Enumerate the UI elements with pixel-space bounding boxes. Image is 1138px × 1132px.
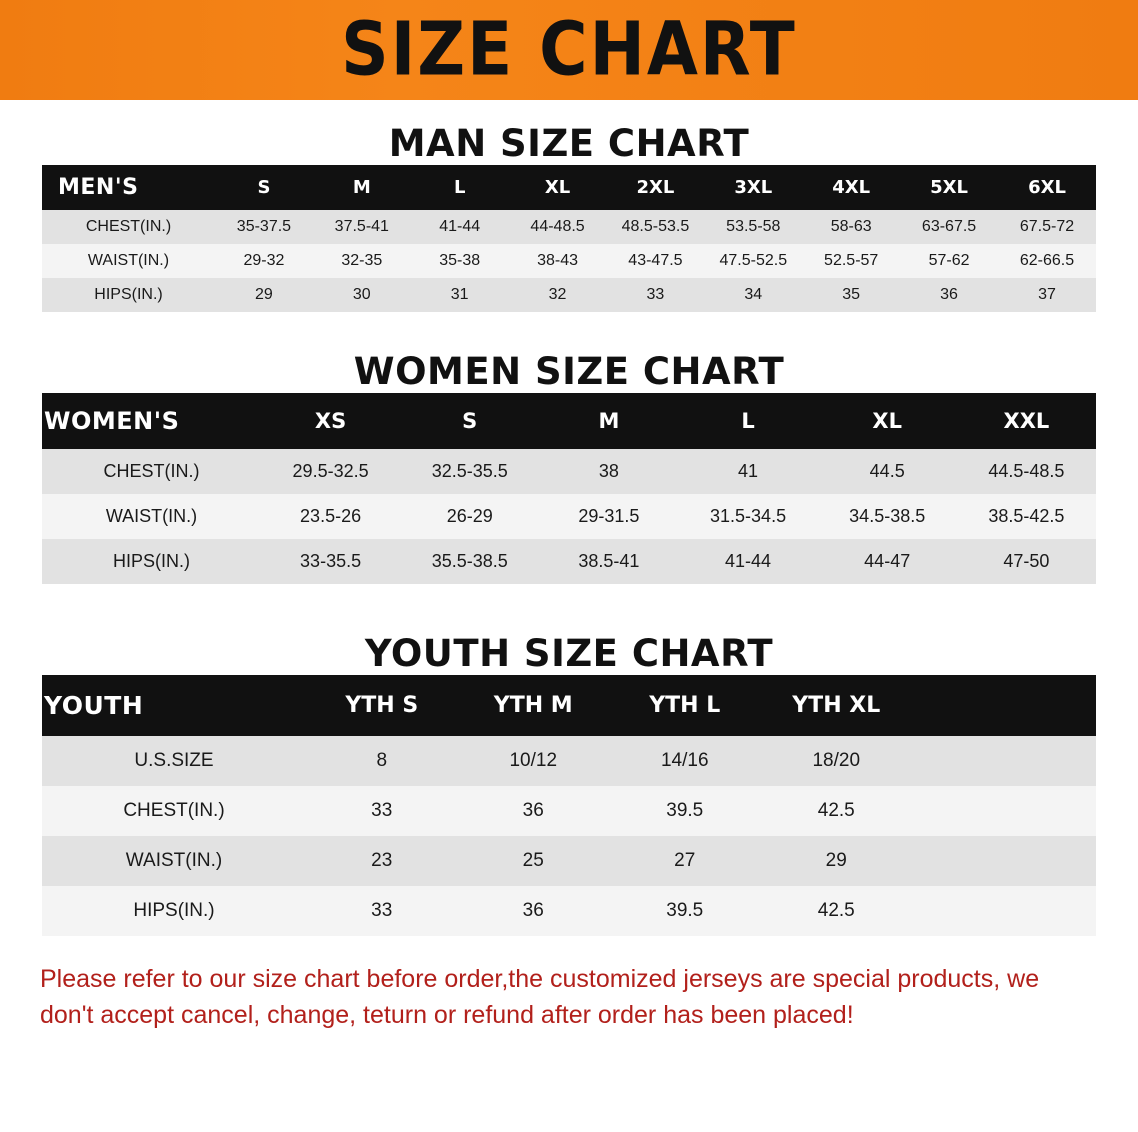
women-r2-c5: 44-47 <box>818 539 957 584</box>
women-r2-c0: HIPS(IN.) <box>42 539 261 584</box>
youth-r1-c1: 33 <box>306 786 458 836</box>
man-r1-c4: 38-43 <box>509 244 607 278</box>
youth-header-cell-2: YTH M <box>458 675 610 736</box>
women-r0-c1: 29.5-32.5 <box>261 449 400 494</box>
man-r1-c5: 43-47.5 <box>607 244 705 278</box>
women-header-cell-4: L <box>678 393 817 449</box>
youth-r1-c0: CHEST(IN.) <box>42 786 306 836</box>
table-row <box>42 210 1096 244</box>
youth-section-title: YOUTH SIZE CHART <box>364 632 774 675</box>
table-row <box>42 278 1096 312</box>
women-size-table <box>42 393 1096 584</box>
man-header-cell-2: M <box>313 165 411 210</box>
man-section-title: MAN SIZE CHART <box>388 122 750 165</box>
youth-r2-spacer <box>912 836 1096 886</box>
man-header-cell-7: 4XL <box>802 165 900 210</box>
youth-header-cell-4: YTH XL <box>761 675 913 736</box>
youth-table-head <box>42 675 1096 736</box>
man-r1-c9: 62-66.5 <box>998 244 1096 278</box>
youth-r0-c0: U.S.SIZE <box>42 736 306 786</box>
man-r1-c1: 29-32 <box>215 244 313 278</box>
youth-r0-c2: 10/12 <box>458 736 610 786</box>
man-header-cell-8: 5XL <box>900 165 998 210</box>
women-r1-c4: 31.5-34.5 <box>678 494 817 539</box>
table-row <box>42 494 1096 539</box>
youth-r3-c2: 36 <box>458 886 610 936</box>
youth-r3-c4: 42.5 <box>761 886 913 936</box>
youth-header-cell-1: YTH S <box>306 675 458 736</box>
youth-table-body <box>42 736 1096 936</box>
women-r1-c2: 26-29 <box>400 494 539 539</box>
youth-r1-c4: 42.5 <box>761 786 913 836</box>
man-r2-c6: 34 <box>704 278 802 312</box>
women-r0-c5: 44.5 <box>818 449 957 494</box>
youth-r3-spacer <box>912 886 1096 936</box>
man-r0-c5: 48.5-53.5 <box>607 210 705 244</box>
man-header-cell-6: 3XL <box>704 165 802 210</box>
table-row <box>42 449 1096 494</box>
man-header-cell-9: 6XL <box>998 165 1096 210</box>
disclaimer-note: Please refer to our size chart before order,the customized jerseys are special products, we don't accept cancel, change, teturn or refund after order has been placed! <box>40 965 1040 1029</box>
women-r1-c6: 38.5-42.5 <box>957 494 1096 539</box>
women-r1-c5: 34.5-38.5 <box>818 494 957 539</box>
youth-r2-c0: WAIST(IN.) <box>42 836 306 886</box>
man-header-cell-1: S <box>215 165 313 210</box>
women-r1-c3: 29-31.5 <box>539 494 678 539</box>
youth-header-spacer <box>912 675 1096 736</box>
man-r1-c0: WAIST(IN.) <box>42 244 215 278</box>
man-table-body <box>42 210 1096 312</box>
women-header-cell-5: XL <box>818 393 957 449</box>
youth-r0-c4: 18/20 <box>761 736 913 786</box>
man-size-table <box>42 165 1096 312</box>
women-table-wrap <box>0 393 1138 584</box>
man-r0-c6: 53.5-58 <box>704 210 802 244</box>
man-table-wrap <box>0 165 1138 312</box>
man-r0-c3: 41-44 <box>411 210 509 244</box>
women-r0-c4: 41 <box>678 449 817 494</box>
man-r2-c5: 33 <box>607 278 705 312</box>
man-r0-c1: 35-37.5 <box>215 210 313 244</box>
man-r1-c7: 52.5-57 <box>802 244 900 278</box>
youth-r0-spacer <box>912 736 1096 786</box>
header-banner <box>0 0 1138 100</box>
table-row <box>42 539 1096 584</box>
man-r2-c4: 32 <box>509 278 607 312</box>
youth-header-cell-3: YTH L <box>609 675 761 736</box>
man-r2-c9: 37 <box>998 278 1096 312</box>
women-header-cell-2: S <box>400 393 539 449</box>
man-header-cell-3: L <box>411 165 509 210</box>
women-r2-c1: 33-35.5 <box>261 539 400 584</box>
women-r1-c0: WAIST(IN.) <box>42 494 261 539</box>
table-row <box>42 786 1096 836</box>
table-header-row <box>42 393 1096 449</box>
youth-r3-c0: HIPS(IN.) <box>42 886 306 936</box>
women-r2-c4: 41-44 <box>678 539 817 584</box>
youth-r2-c4: 29 <box>761 836 913 886</box>
youth-r1-c2: 36 <box>458 786 610 836</box>
man-r1-c8: 57-62 <box>900 244 998 278</box>
youth-r2-c2: 25 <box>458 836 610 886</box>
table-header-row <box>42 165 1096 210</box>
table-row <box>42 886 1096 936</box>
man-r2-c8: 36 <box>900 278 998 312</box>
table-row <box>42 736 1096 786</box>
youth-r0-c3: 14/16 <box>609 736 761 786</box>
youth-r2-c3: 27 <box>609 836 761 886</box>
man-r1-c6: 47.5-52.5 <box>704 244 802 278</box>
table-row <box>42 836 1096 886</box>
man-header-cell-0: MEN'S <box>42 165 215 210</box>
table-header-row <box>42 675 1096 736</box>
man-r1-c2: 32-35 <box>313 244 411 278</box>
youth-r0-c1: 8 <box>306 736 458 786</box>
man-r2-c0: HIPS(IN.) <box>42 278 215 312</box>
women-r2-c2: 35.5-38.5 <box>400 539 539 584</box>
man-header-cell-5: 2XL <box>607 165 705 210</box>
man-r1-c3: 35-38 <box>411 244 509 278</box>
youth-r1-c3: 39.5 <box>609 786 761 836</box>
man-r2-c2: 30 <box>313 278 411 312</box>
youth-r3-c3: 39.5 <box>609 886 761 936</box>
women-header-cell-3: M <box>539 393 678 449</box>
women-table-body <box>42 449 1096 584</box>
man-r2-c3: 31 <box>411 278 509 312</box>
youth-r1-spacer <box>912 786 1096 836</box>
women-r2-c3: 38.5-41 <box>539 539 678 584</box>
man-r0-c4: 44-48.5 <box>509 210 607 244</box>
women-r0-c2: 32.5-35.5 <box>400 449 539 494</box>
women-r0-c3: 38 <box>539 449 678 494</box>
women-r0-c6: 44.5-48.5 <box>957 449 1096 494</box>
women-r1-c1: 23.5-26 <box>261 494 400 539</box>
women-r0-c0: CHEST(IN.) <box>42 449 261 494</box>
women-header-cell-1: XS <box>261 393 400 449</box>
man-r0-c7: 58-63 <box>802 210 900 244</box>
man-r2-c1: 29 <box>215 278 313 312</box>
youth-r3-c1: 33 <box>306 886 458 936</box>
man-table-head <box>42 165 1096 210</box>
man-header-cell-4: XL <box>509 165 607 210</box>
table-row <box>42 244 1096 278</box>
women-header-cell-0: WOMEN'S <box>42 393 261 449</box>
man-r0-c2: 37.5-41 <box>313 210 411 244</box>
women-table-head <box>42 393 1096 449</box>
man-r0-c0: CHEST(IN.) <box>42 210 215 244</box>
youth-table-wrap <box>0 675 1138 936</box>
women-header-cell-6: XXL <box>957 393 1096 449</box>
page-title: SIZE CHART <box>341 6 797 93</box>
man-r0-c8: 63-67.5 <box>900 210 998 244</box>
women-r2-c6: 47-50 <box>957 539 1096 584</box>
man-r0-c9: 67.5-72 <box>998 210 1096 244</box>
youth-r2-c1: 23 <box>306 836 458 886</box>
youth-header-cell-0: YOUTH <box>42 675 306 736</box>
man-r2-c7: 35 <box>802 278 900 312</box>
women-section-title: WOMEN SIZE CHART <box>353 350 785 393</box>
youth-size-table <box>42 675 1096 936</box>
